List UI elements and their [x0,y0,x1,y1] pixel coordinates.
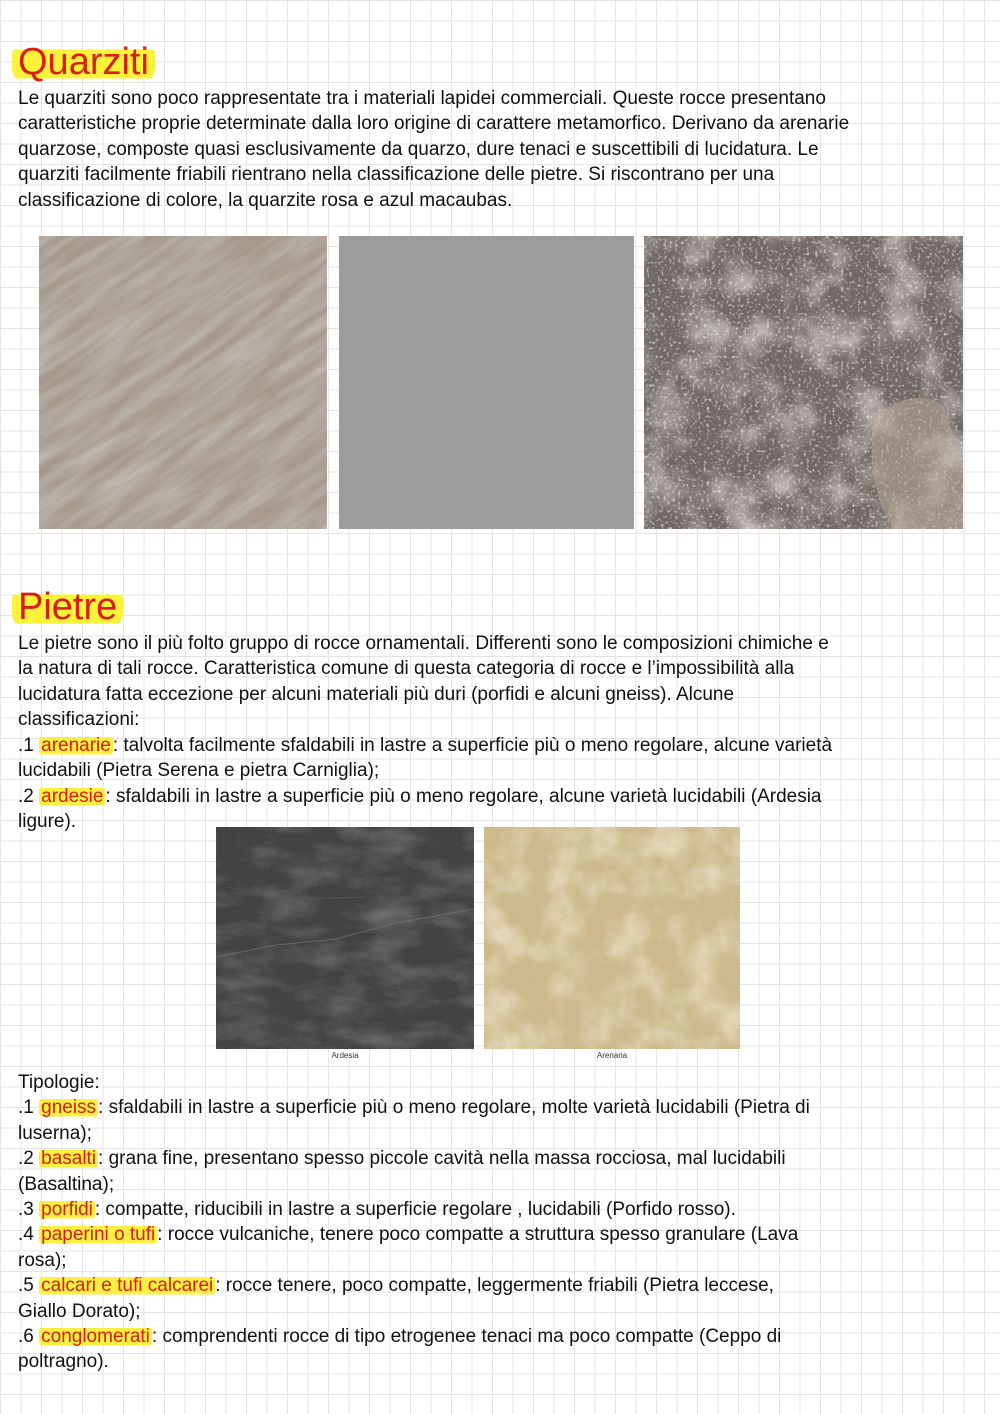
list-item: .6 conglomerati : comprendenti rocce di tipo etrogenee tenaci ma poco compatte (Ceppo di poltragno). [18,1326,782,1373]
keyword-highlight: paperini o tufi [41,1224,156,1246]
list-item: .2 basalti : grana fine, presentano spesso piccole cavità nella massa rocciosa, mal lucidabili (Basaltina); [18,1148,786,1195]
azul-macaubas-photo [644,236,963,529]
keyword-highlight: basalti [41,1148,97,1170]
caption-ardesia: Ardesia [331,1051,359,1060]
arenaria-photo [484,827,740,1049]
list-item: .5 calcari e tufi calcarei : rocce tenere, poco compatte, leggermente friabili (Pietra leccese, Giallo Dorato); [18,1275,774,1322]
keyword-highlight: calcari e tufi calcarei [41,1275,214,1297]
caption-arenaria: Arenaria [596,1051,628,1060]
section-title-quarziti: Quarziti [12,40,155,84]
list-item: .2 ardesie : sfaldabili in lastre a superficie più o meno regolare, alcune varietà lucidabili (Ardesia ligure). [18,785,822,833]
classificazioni-list [18,733,988,835]
quarzite-rosa-photo [39,236,327,529]
list-item: .1 gneiss : sfaldabili in lastre a superficie più o meno regolare, molte varietà lucidabili (Pietra di luserna); [18,1097,810,1144]
pietre-paragraph: Le pietre sono il più folto gruppo di rocce ornamentali. Differenti sono le composizioni chimiche e la natura di tali rocce. Caratteristica comune di questa categoria di rocce e l’impossibilità alla lucidatura fatta eccezione per alcuni materiali più duri (porfidi e alcuni gneiss). Alcune classificazioni: [18,633,829,731]
list-item: .4 paperini o tufi : rocce vulcaniche, tenere poco compatte a struttura spesso granulare (Lava rosa); [18,1224,799,1271]
section-title-pietre: Pietre [12,585,123,629]
keyword-highlight: conglomerati [41,1326,150,1348]
list-item: .1 arenarie : talvolta facilmente sfaldabili in lastre a superficie più o meno regolare, alcune varietà lucidabili (Pietra Serena e pietra Carniglia); [18,735,833,782]
keyword-highlight: ardesie [41,785,104,807]
keyword-highlight: gneiss [41,1097,97,1119]
keyword-highlight: porfidi [41,1199,93,1221]
quarzite-grigia-photo [339,236,634,529]
list-item: .3 porfidi : compatte, riducibili in lastre a superficie regolare , lucidabili (Porfido rosso). [18,1199,736,1221]
tipologie-list [18,1070,988,1375]
ardesia-photo [216,827,474,1049]
keyword-highlight: arenarie [41,735,111,756]
tipologie-label: Tipologie: [18,1072,100,1093]
quarziti-paragraph: Le quarziti sono poco rappresentate tra i materiali lapidei commerciali. Queste rocce presentano caratteristiche proprie determinate dalla loro origine di carattere metamorfico. Derivano da arenarie quarzose, composte quasi esclusivamente da quarzo, dure tenaci e suscettibili di lucidatura. Le quarziti facilmente friabili rientrano nella classificazione delle pietre. Si riscontrano per una classificazione di colore, la quarzite rosa e azul macaubas. [18,88,850,211]
